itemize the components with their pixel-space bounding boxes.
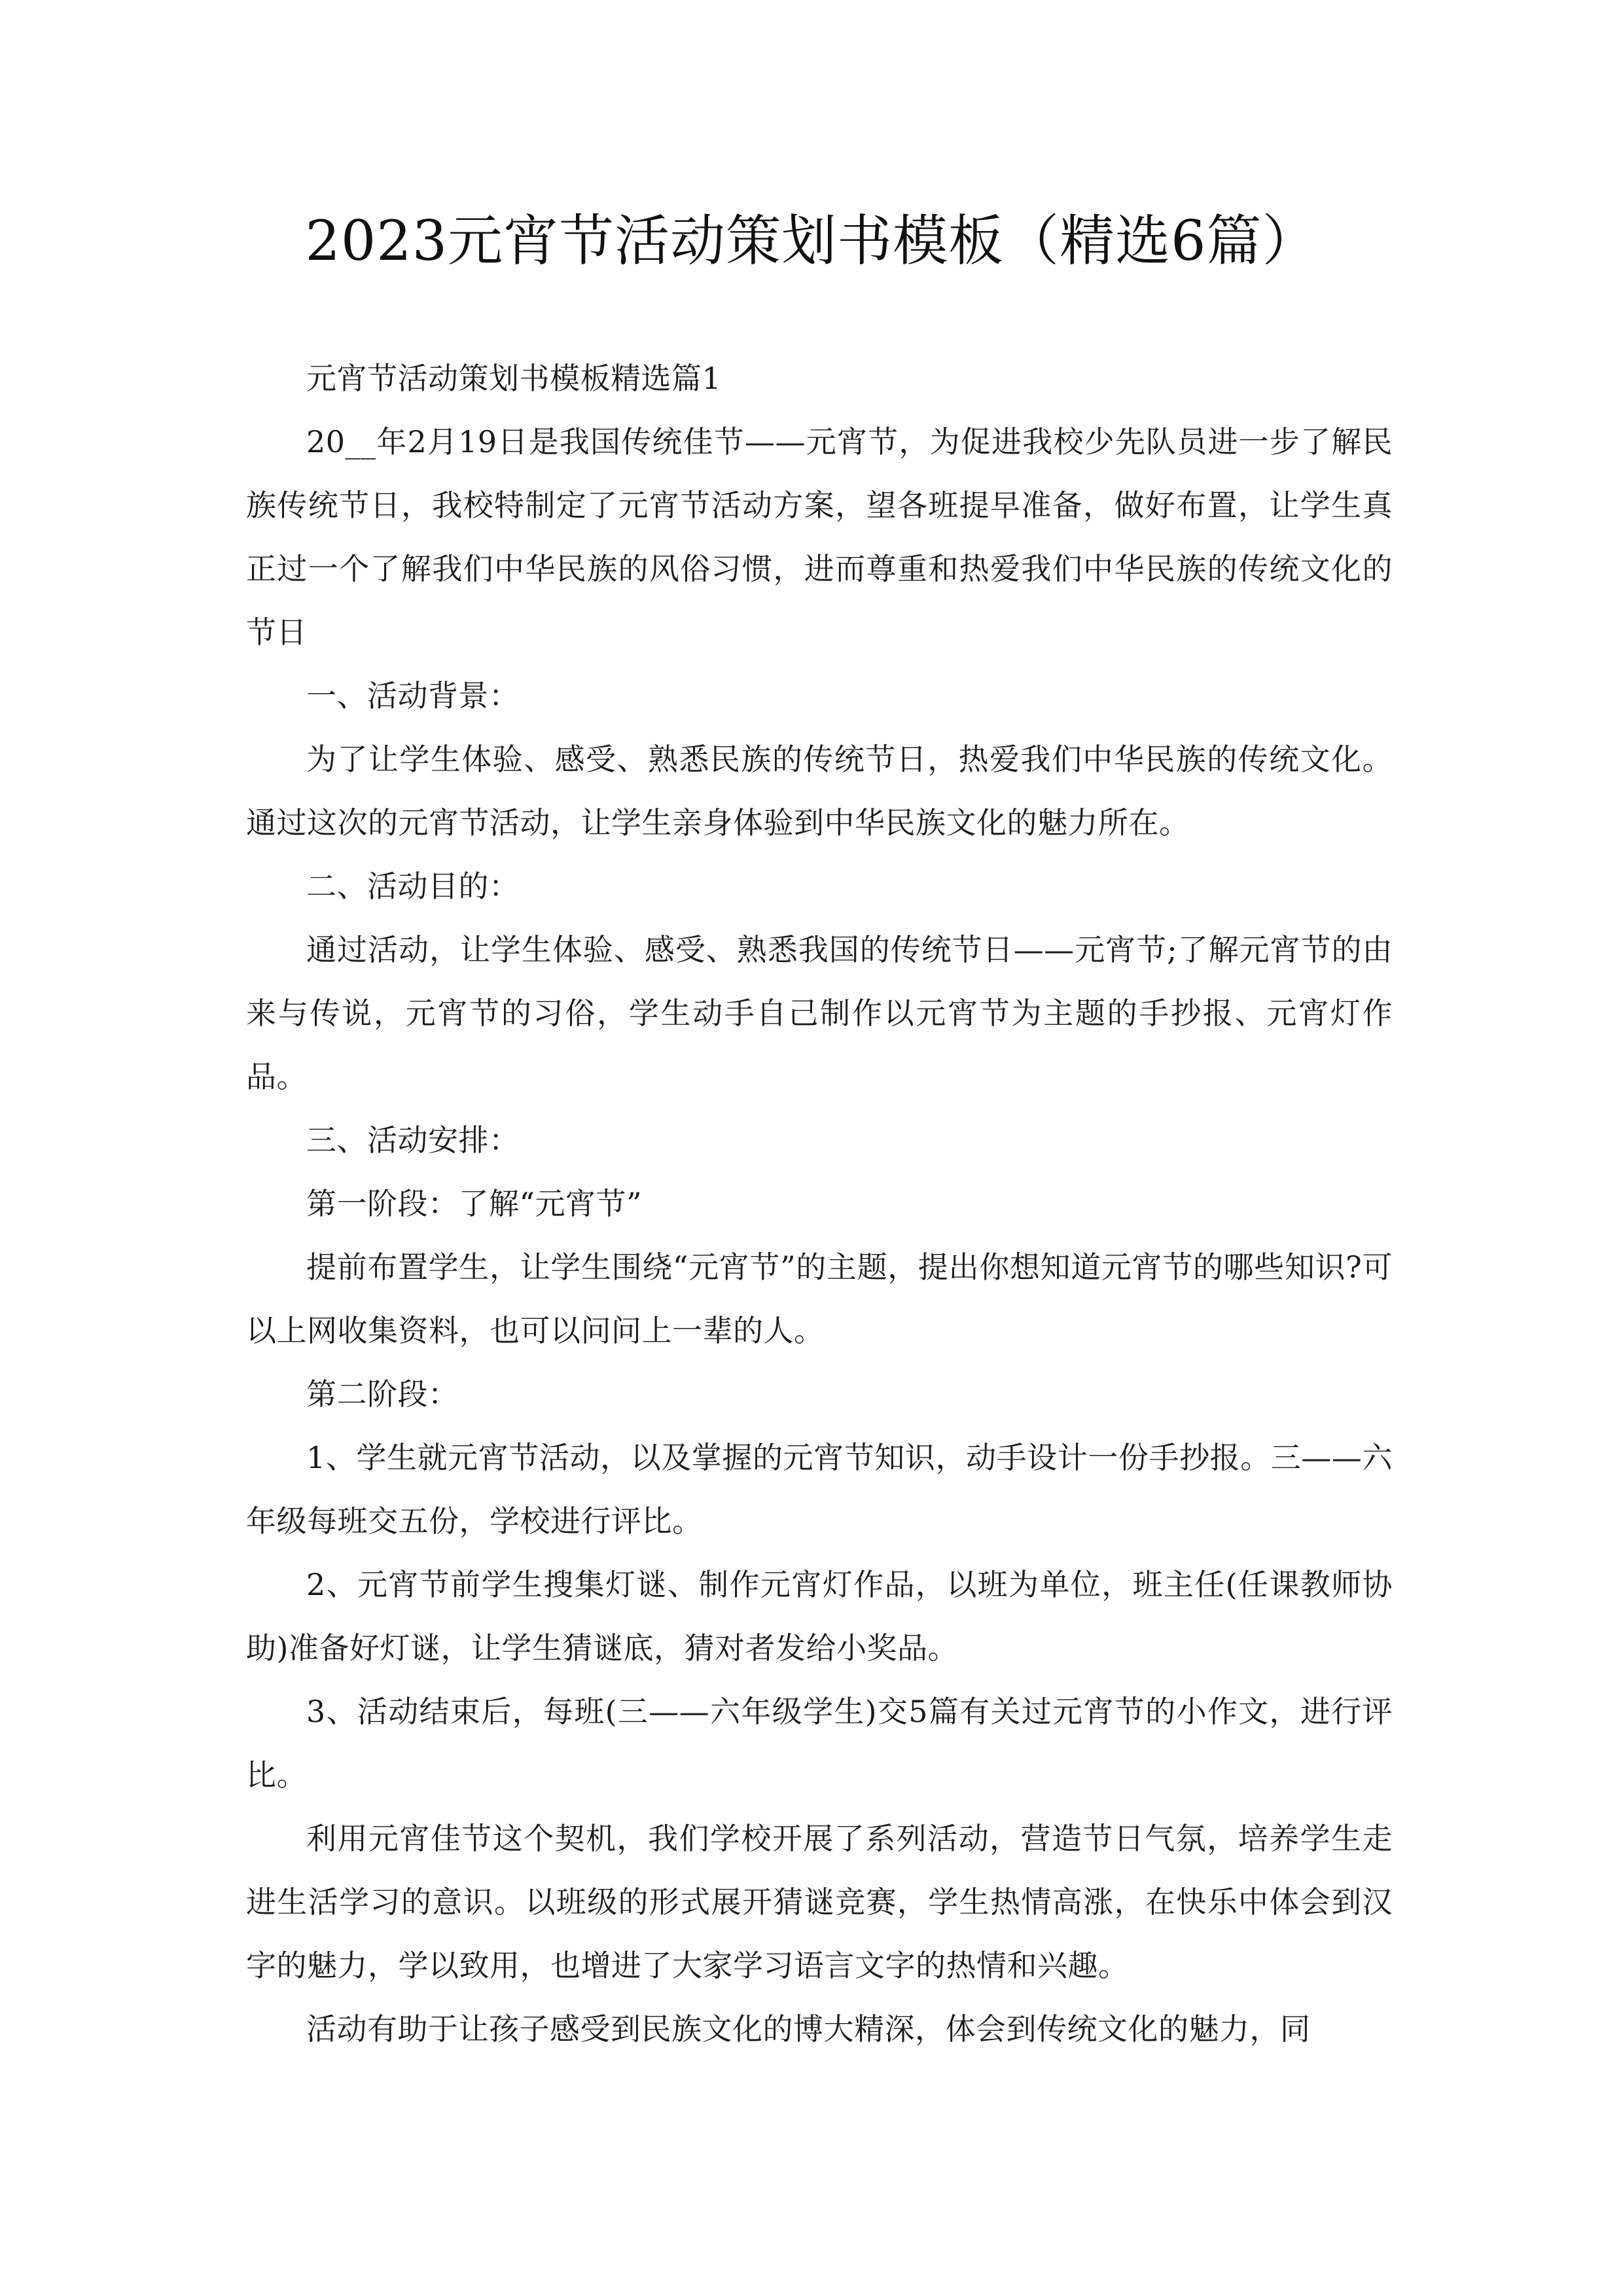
stage-two-item-2: 2、元宵节前学生搜集灯谜、制作元宵灯作品，以班为单位，班主任(任课教师协助)准备好灯谜，让学生猜谜底，猜对者发给小奖品。 <box>246 1567 1393 1666</box>
purpose-paragraph: 通过活动，让学生体验、感受、熟悉我国的传统节日——元宵节;了解元宵节的由来与传说，元宵节的习俗，学生动手自己制作以元宵节为主题的手抄报、元宵灯作品。 <box>246 932 1393 1094</box>
background-paragraph: 为了让学生体验、感受、熟悉民族的传统节日，热爱我们中华民族的传统文化。通过这次的元宵节活动，让学生亲身体验到中华民族文化的魅力所在。 <box>246 742 1393 840</box>
document-body <box>246 347 1393 2061</box>
section-heading-1: 元宵节活动策划书模板精选篇1 <box>306 361 722 396</box>
summary-paragraph: 利用元宵佳节这个契机，我们学校开展了系列活动，营造节日气氛，培养学生走进生活学习的意识。以班级的形式展开猜谜竞赛，学生热情高涨，在快乐中体会到汉字的魅力，学以致用，也增进了大家学习语言文字的热情和兴趣。 <box>246 1821 1393 1983</box>
heading-background: 一、活动背景： <box>306 678 520 713</box>
stage-two-item-3: 3、活动结束后，每班(三——六年级学生)交5篇有关过元宵节的小作文，进行评比。 <box>246 1694 1393 1793</box>
stage-one-heading: 第一阶段：了解“元宵节” <box>306 1186 643 1221</box>
stage-two-item-1: 1、学生就元宵节活动，以及掌握的元宵节知识，动手设计一份手抄报。三——六年级每班交五份，学校进行评比。 <box>246 1440 1393 1539</box>
stage-one-paragraph: 提前布置学生，让学生围绕“元宵节”的主题，提出你想知道元宵节的哪些知识?可以上网收集资料，也可以问问上一辈的人。 <box>246 1249 1393 1348</box>
document-title: 2023元宵节活动策划书模板（精选6篇） <box>305 209 1318 273</box>
heading-purpose: 二、活动目的： <box>306 869 520 904</box>
stage-two-heading: 第二阶段： <box>306 1376 459 1412</box>
intro-paragraph: 20__年2月19日是我国传统佳节——元宵节，为促进我校少先队员进一步了解民族传统节日，我校特制定了元宵节活动方案，望各班提早准备，做好布置，让学生真正过一个了解我们中华民族的风俗习惯，进而尊重和热爱我们中华民族的传统文化的节日 <box>246 424 1393 650</box>
heading-arrangement: 三、活动安排： <box>306 1122 520 1158</box>
closing-paragraph: 活动有助于让孩子感受到民族文化的博大精深，体会到传统文化的魅力，同 <box>306 2011 1311 2047</box>
